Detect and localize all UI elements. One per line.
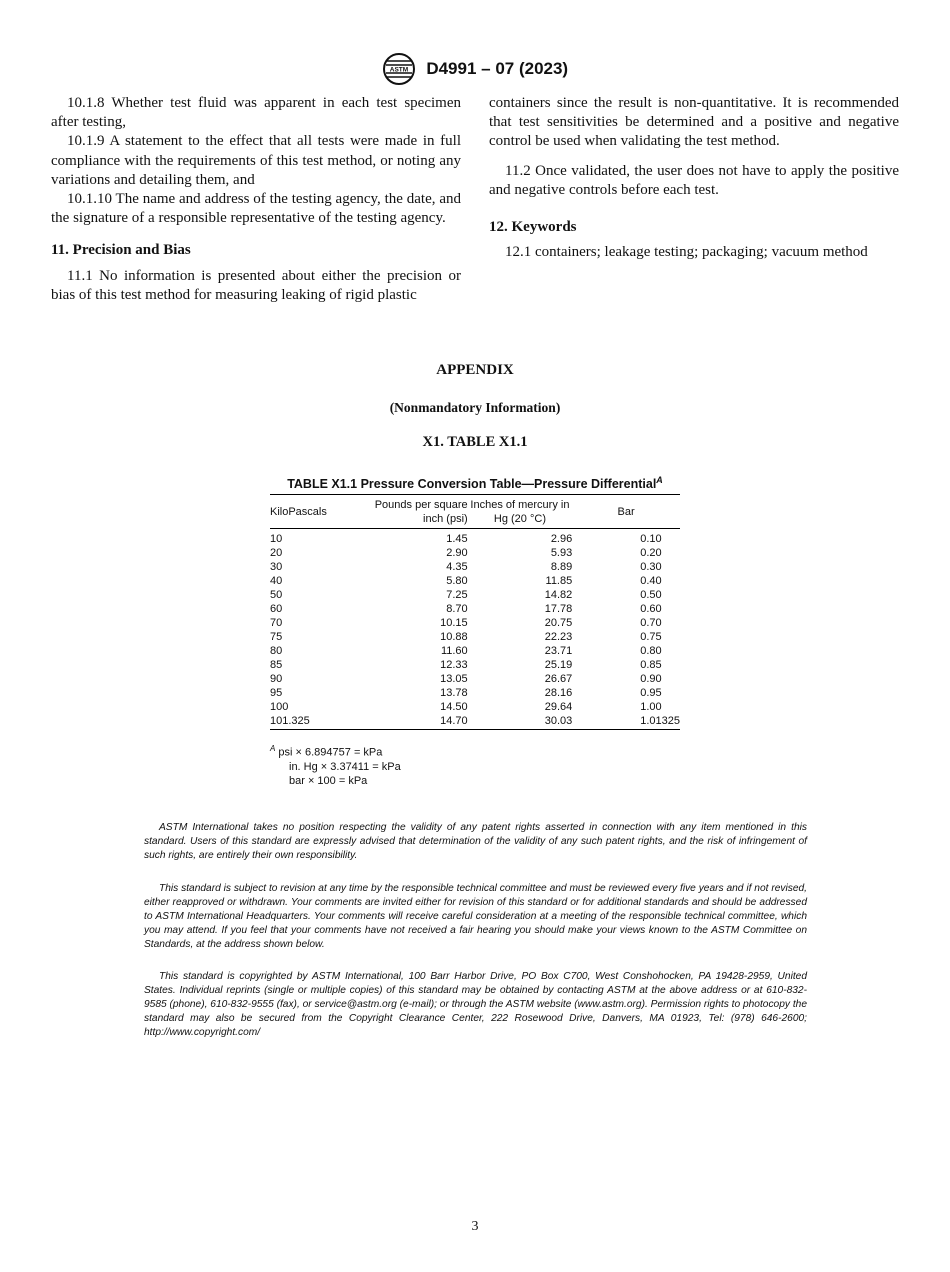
pressure-conversion-table <box>270 472 680 730</box>
cell-inhg: 17.78 <box>544 603 573 616</box>
table-caption: TABLE X1.1 Pressure Conversion Table—Pressure Differential$^A$ <box>287 475 663 492</box>
header-bar: Bar <box>617 506 635 519</box>
cell-bar: 0.70 <box>640 617 662 630</box>
cell-bar: 0.40 <box>640 575 662 588</box>
cell-psi: 14.70 <box>440 715 468 728</box>
cell-bar: 1.00 <box>640 701 662 714</box>
header-kilopascals: KiloPascals <box>270 506 327 519</box>
table-row <box>270 546 680 560</box>
table-header-row <box>270 495 680 529</box>
cell-kpa: 100 <box>270 701 289 714</box>
appendix-subtitle: (Nonmandatory Information) <box>389 400 561 415</box>
paragraph-10-1-9: 10.1.9 A statement to the effect that all tests were made in full compliance with the requirements of this test method, or noting any variations and detailing them, and <box>51 133 461 188</box>
table-row <box>270 700 680 714</box>
cell-kpa: 90 <box>270 673 283 686</box>
cell-psi: 10.88 <box>440 631 468 644</box>
table-row <box>270 672 680 686</box>
cell-kpa: 80 <box>270 645 283 658</box>
data-table <box>270 494 680 730</box>
cell-psi: 11.60 <box>440 645 468 658</box>
table-row <box>270 644 680 658</box>
cell-psi: 7.25 <box>446 589 468 602</box>
cell-inhg: 14.82 <box>544 589 573 602</box>
paragraph-11-1: 11.1 No information is presented about either the precision or bias of this test method for measuring leaking of rigid plastic <box>51 267 461 303</box>
table-row <box>270 529 680 547</box>
cell-bar: 0.50 <box>640 589 662 602</box>
cell-kpa: 60 <box>270 603 283 616</box>
cell-psi: 5.80 <box>446 575 468 588</box>
cell-psi: 10.15 <box>440 617 468 630</box>
footnote-inhg: in. Hg × 3.37411 = kPa <box>289 760 401 773</box>
header-inches-hg: Inches of mercury in Hg (20 °C) <box>470 499 570 526</box>
cell-inhg: 23.71 <box>544 645 573 658</box>
cell-kpa: 50 <box>270 589 283 602</box>
cell-bar: 1.01325 <box>640 715 680 728</box>
cell-bar: 0.90 <box>640 673 662 686</box>
appendix-title: APPENDIX <box>436 362 514 378</box>
cell-bar: 0.85 <box>640 659 662 672</box>
cell-bar: 0.75 <box>640 631 662 644</box>
svg-text:ASTM: ASTM <box>389 66 409 74</box>
cell-inhg: 25.19 <box>544 659 573 672</box>
document-designation: D4991 – 07 (2023) <box>426 59 569 78</box>
astm-logo-icon <box>382 52 416 86</box>
footnote-psi: $^A$ psi × 6.894757 = kPa <box>270 744 383 759</box>
footnote-bar: bar × 100 = kPa <box>289 774 368 787</box>
cell-kpa: 40 <box>270 575 283 588</box>
cell-bar: 0.10 <box>640 533 662 546</box>
paragraph-11-2: 11.2 Once validated, the user does not have to apply the positive and negative controls before each test. <box>489 162 899 198</box>
page-number: 3 <box>471 1219 479 1234</box>
cell-kpa: 75 <box>270 631 283 644</box>
table-row <box>270 588 680 602</box>
cell-inhg: 2.96 <box>550 533 573 546</box>
copyright-notice: This standard is copyrighted by ASTM International, 100 Barr Harbor Drive, PO Box C700, West Conshohocken, PA 19428-2959, United States. Individual reprints (single or multiple copies) of this standard may be obtained by contacting ASTM at the above address or at 610-832-9585 (phone), 610-832-9555 (fax), or service@astm.org (e-mail); or through the ASTM website (www.astm.org). Permission rights to photocopy the standard may also be secured from the Copyright Clearance Center, 222 Rosewood Drive, Danvers, MA 01923, Tel: (978) 646-2600; http://www.copyright.com/ <box>144 971 807 1038</box>
cell-bar: 0.80 <box>640 645 662 658</box>
cell-kpa: 30 <box>270 561 283 574</box>
table-row <box>270 574 680 588</box>
table-row <box>270 630 680 644</box>
cell-kpa: 10 <box>270 533 283 546</box>
cell-psi: 2.90 <box>446 547 468 560</box>
table-row <box>270 602 680 616</box>
right-column <box>489 94 899 262</box>
cell-kpa: 95 <box>270 687 283 700</box>
table-row <box>270 560 680 574</box>
cell-psi: 8.70 <box>446 603 468 616</box>
cell-inhg: 8.89 <box>550 561 573 574</box>
cell-inhg: 5.93 <box>550 547 573 560</box>
table-row <box>270 616 680 630</box>
header-psi: Pounds per square inch (psi) <box>374 499 468 526</box>
cell-psi: 1.45 <box>446 533 468 546</box>
cell-bar: 0.30 <box>640 561 662 574</box>
cell-inhg: 11.85 <box>545 575 573 588</box>
cell-bar: 0.60 <box>640 603 662 616</box>
page-header <box>0 52 950 86</box>
cell-inhg: 29.64 <box>544 701 573 714</box>
cell-bar: 0.20 <box>640 547 662 560</box>
cell-kpa: 101.325 <box>270 715 310 728</box>
section-11-heading: 11. Precision and Bias <box>51 242 191 259</box>
cell-psi: 13.78 <box>440 687 468 700</box>
section-12-heading: 12. Keywords <box>489 219 577 236</box>
cell-inhg: 26.67 <box>544 673 573 686</box>
caption-footnote-mark: A <box>656 475 663 485</box>
table-body <box>270 529 680 730</box>
cell-kpa: 85 <box>270 659 283 672</box>
cell-psi: 14.50 <box>440 701 468 714</box>
paragraph-10-1-8: 10.1.8 Whether test fluid was apparent in each test specimen after testing, <box>51 95 461 131</box>
cell-kpa: 20 <box>270 547 283 560</box>
table-row <box>270 714 680 730</box>
cell-kpa: 70 <box>270 617 283 630</box>
cell-inhg: 20.75 <box>544 617 573 630</box>
cell-inhg: 30.03 <box>544 715 573 728</box>
table-row <box>270 686 680 700</box>
cell-inhg: 22.23 <box>544 631 573 644</box>
paragraph-12-1: 12.1 containers; leakage testing; packaging; vacuum method <box>505 244 868 261</box>
appendix-section-title: X1. TABLE X1.1 <box>422 434 528 450</box>
cell-psi: 4.35 <box>446 561 468 574</box>
revision-notice: This standard is subject to revision at any time by the responsible technical committee and must be reviewed every five years and if not revised, either reapproved or withdrawn. Your comments are invited either for revision of this standard or for additional standards and should be addressed to ASTM International Headquarters. Your comments will receive careful consideration at a meeting of the responsible technical committee, which you may attend. If you feel that your comments have not received a fair hearing you should make your views known to the ASTM Committee on Standards, at the address shown below. <box>144 883 807 950</box>
left-column <box>51 94 461 305</box>
cell-psi: 13.05 <box>440 673 468 686</box>
cell-psi: 12.33 <box>440 659 468 672</box>
table-row <box>270 658 680 672</box>
table-footnotes <box>270 742 401 788</box>
paragraph-11-1-continued: containers since the result is non-quantitative. It is recommended that test sensitivities be determined and a positive and negative control be used when validating the test method. <box>489 95 899 150</box>
paragraph-10-1-10: 10.1.10 The name and address of the testing agency, the date, and the signature of a responsible representative of the testing agency. <box>51 191 461 227</box>
patent-notice: ASTM International takes no position respecting the validity of any patent rights asserted in connection with any item mentioned in this standard. Users of this standard are expressly advised that determination of the validity of any such patent rights, and the risk of infringement of such rights, are entirely their own responsibility. <box>144 822 807 861</box>
cell-bar: 0.95 <box>640 687 662 700</box>
cell-inhg: 28.16 <box>544 687 573 700</box>
